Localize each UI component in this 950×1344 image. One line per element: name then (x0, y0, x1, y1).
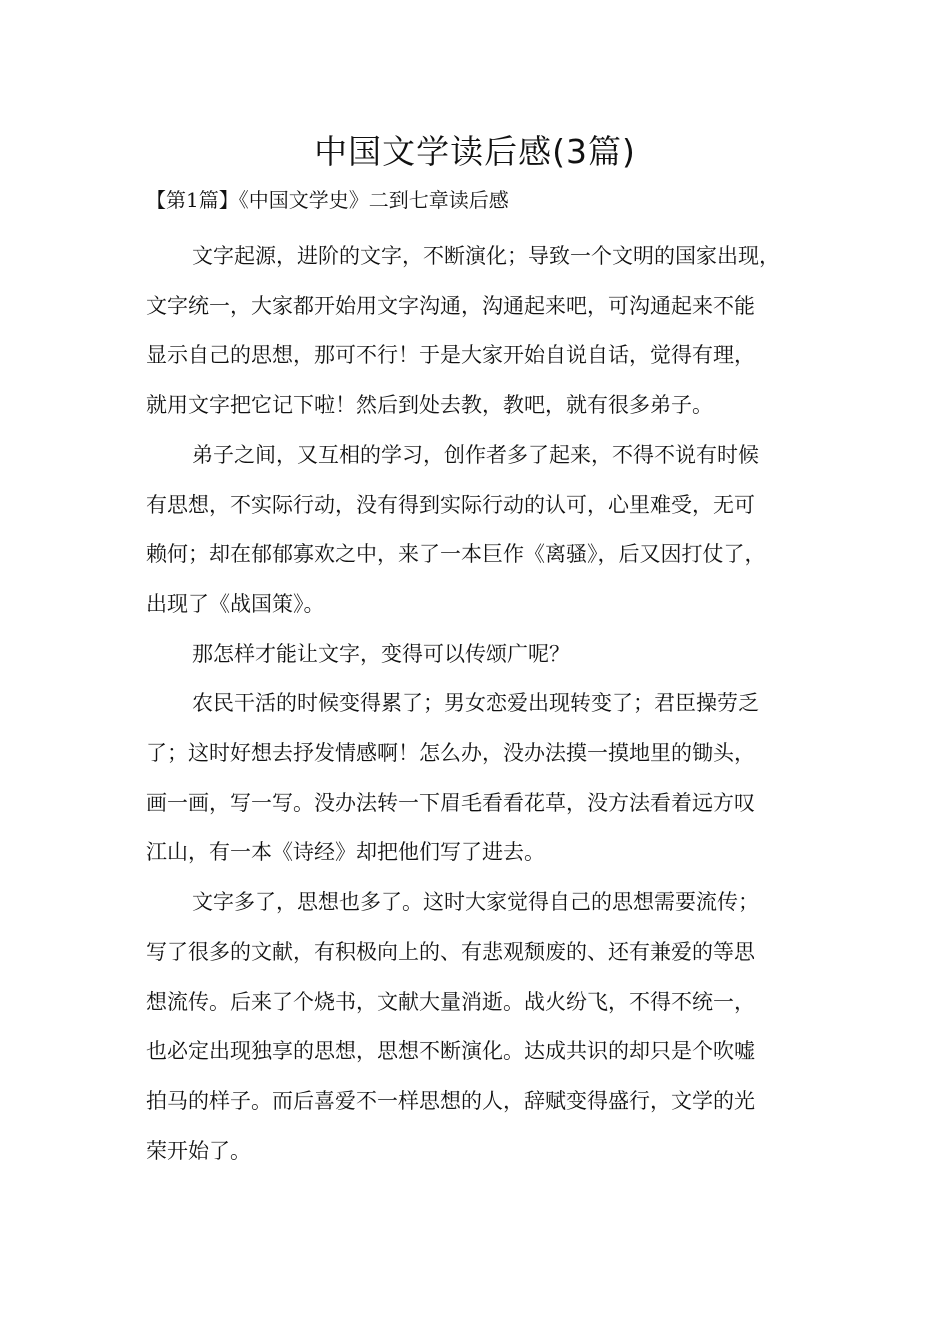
paragraph-line: 弟子之间，又互相的学习，创作者多了起来，不得不说有时候 (192, 442, 759, 467)
paragraph-line: 江山，有一本《诗经》却把他们写了进去。 (146, 840, 545, 865)
paragraph-line: 也必定出现独享的思想，思想不断演化。达成共识的却只是个吹嘘 (146, 1039, 755, 1064)
paragraph-line: 有思想，不实际行动，没有得到实际行动的认可，心里难受，无可 (146, 492, 755, 517)
paragraph-line: 那怎样才能让文字，变得可以传颂广呢？ (192, 641, 570, 666)
document-title: 中国文学读后感(3篇) (314, 132, 636, 171)
paragraph-line: 文字多了，思想也多了。这时大家觉得自己的思想需要流传； (192, 890, 759, 915)
paragraph-line: 想流传。后来了个烧书，文献大量消逝。战火纷飞，不得不统一， (146, 989, 755, 1014)
paragraph-line: 显示自己的思想，那可不行！于是大家开始自说自话，觉得有理， (146, 343, 755, 368)
paragraph-line: 了；这时好想去抒发情感啊！怎么办，没办法摸一摸地里的锄头， (146, 741, 755, 766)
body-paragraph (146, 630, 826, 680)
paragraph-line: 文字统一，大家都开始用文字沟通，沟通起来吧，可沟通起来不能 (146, 293, 755, 318)
paragraph-line: 出现了《战国策》。 (146, 591, 325, 616)
body-paragraph (146, 679, 826, 878)
body-paragraph (146, 878, 826, 1176)
paragraph-line: 荣开始了。 (146, 1138, 251, 1163)
paragraph-line: 就用文字把它记下啦！然后到处去教，教吧，就有很多弟子。 (146, 393, 713, 418)
paragraph-line: 文字起源，进阶的文字，不断演化；导致一个文明的国家出现， (192, 244, 780, 268)
document-body (146, 232, 826, 1176)
paragraph-line: 农民干活的时候变得累了；男女恋爱出现转变了；君臣操劳乏 (192, 691, 759, 716)
paragraph-line: 写了很多的文献，有积极向上的、有悲观颓废的、还有兼爱的等思 (146, 939, 755, 964)
body-paragraph (146, 232, 826, 431)
section-heading: 【第1篇】《中国文学史》二到七章读后感 (146, 188, 509, 212)
paragraph-line: 画一画，写一写。没办法转一下眉毛看看花草，没方法看着远方叹 (146, 790, 755, 815)
paragraph-line: 赖何；却在郁郁寡欢之中，来了一本巨作《离骚》，后又因打仗了， (146, 542, 766, 567)
body-paragraph (146, 431, 826, 630)
paragraph-line: 拍马的样子。而后喜爱不一样思想的人，辞赋变得盛行，文学的光 (146, 1088, 755, 1113)
